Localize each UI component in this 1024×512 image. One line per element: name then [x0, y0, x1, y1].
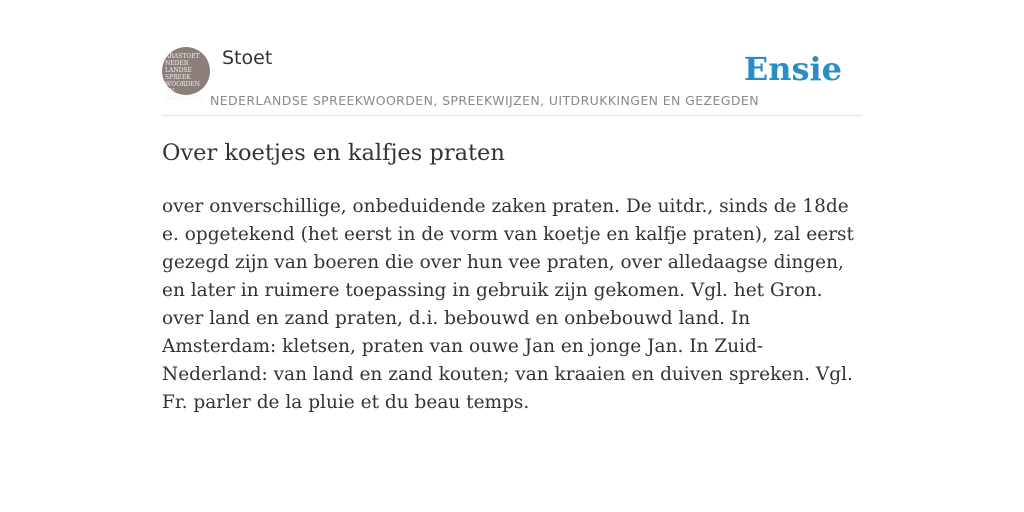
source-subtitle: NEDERLANDSE SPREEKWOORDEN, SPREEKWIJZEN, UITDRUKKINGEN EN GEZEGDEN [210, 93, 759, 108]
avatar-text: ARASTOET NEDER LANDSE SPREEK WOORDEN EN GEZEGDEN [165, 53, 202, 102]
source-name[interactable]: Stoet [222, 47, 273, 69]
avatar[interactable] [162, 47, 210, 102]
entry-title: Over koetjes en kalfjes praten [162, 140, 505, 166]
brand-logo[interactable]: Ensie [743, 50, 842, 88]
header [162, 44, 862, 116]
entry-definition: over onverschillige, onbeduidende zaken praten. De uitdr., sinds de 18de e. opgetekend (het eerst in de vorm van koetje en kalfje praten), zal eerst gezegd zijn van boeren die over hun vee praten, over alledaagse dingen, en later in ruimere toepassing in gebruik zijn gekomen. Vgl. het Gron. over land en zand praten, d.i. bebouwd en onbebouwd land. In Amsterdam: kletsen, praten van ouwe Jan en jonge Jan. In Zuid-Nederland: van land en zand kouten; van kraaien en duiven spreken. Vgl. Fr. parler de la pluie et du beau temps. [162, 196, 854, 413]
